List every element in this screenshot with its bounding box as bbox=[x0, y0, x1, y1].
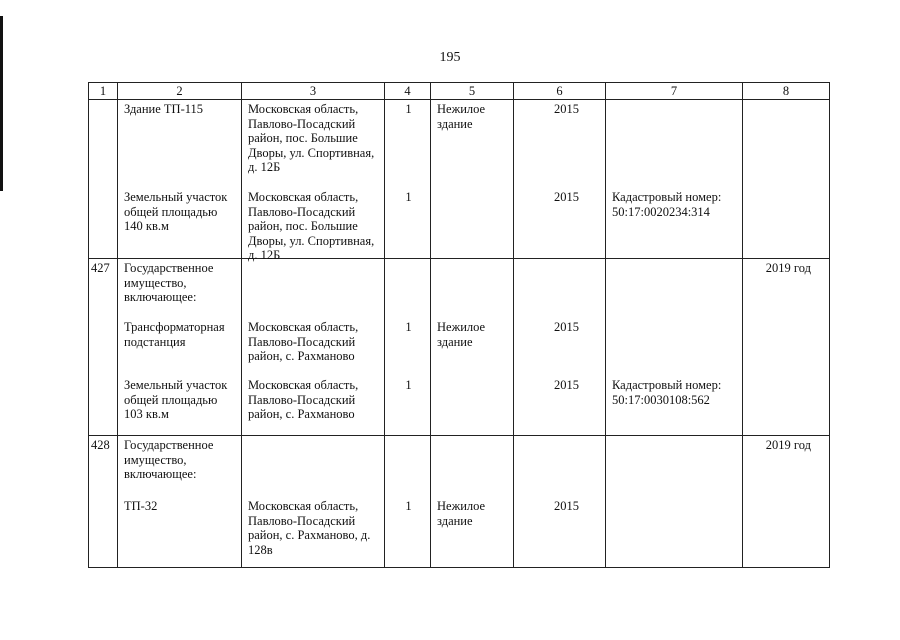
header-row bbox=[89, 83, 830, 100]
type-cell bbox=[431, 436, 514, 568]
col-header-3: 3 bbox=[242, 83, 385, 100]
details-cell bbox=[606, 259, 743, 436]
entry-name: ТП-32 bbox=[124, 499, 158, 513]
entry-type bbox=[431, 188, 513, 258]
page-number: 195 bbox=[439, 50, 461, 65]
entry-year: 2015 bbox=[554, 190, 579, 204]
col-header-2: 2 bbox=[118, 83, 242, 100]
entry-name: Трансформаторная подстанция bbox=[124, 320, 225, 349]
entry-name: Земельный участок общей площадью 103 кв.м bbox=[124, 378, 228, 422]
entry-quantity: 1 bbox=[405, 320, 412, 334]
entry-quantity: 1 bbox=[405, 190, 412, 204]
type-cell bbox=[431, 100, 514, 259]
entry-year bbox=[514, 436, 605, 497]
group-note: 2019 год bbox=[765, 438, 811, 452]
item-number bbox=[89, 100, 117, 102]
item-number: 428 bbox=[91, 438, 110, 452]
year-cell bbox=[514, 259, 606, 436]
name-cell bbox=[118, 259, 242, 436]
item-number-cell bbox=[89, 259, 118, 436]
entry-year: 2015 bbox=[554, 320, 579, 334]
quantity-cell bbox=[385, 259, 431, 436]
entry-details: Кадастровый номер: 50:17:0030108:562 bbox=[612, 378, 722, 407]
note-cell bbox=[743, 436, 830, 568]
entry-type: Нежилое здание bbox=[437, 102, 486, 131]
col-header-6: 6 bbox=[514, 83, 606, 100]
quantity-cell bbox=[385, 100, 431, 259]
entry-name: Государственное имущество, включающее: bbox=[124, 438, 214, 482]
entry-name: Государственное имущество, включающее: bbox=[124, 261, 214, 305]
table-row bbox=[89, 100, 830, 259]
entry-name: Здание ТП-115 bbox=[124, 102, 204, 116]
address-cell bbox=[242, 259, 385, 436]
note-cell bbox=[743, 259, 830, 436]
entry-address bbox=[242, 436, 384, 497]
group-note: 2019 год bbox=[765, 261, 811, 275]
details-cell bbox=[606, 100, 743, 259]
entry-year: 2015 bbox=[554, 499, 579, 513]
details-cell bbox=[606, 436, 743, 568]
entry-address: Московская область, Павлово-Посадский район, с. Рахманово bbox=[248, 320, 359, 364]
col-header-4: 4 bbox=[385, 83, 431, 100]
entry-type bbox=[431, 376, 513, 435]
entry-details bbox=[606, 318, 742, 376]
entry-year: 2015 bbox=[554, 102, 579, 116]
item-number-cell bbox=[89, 100, 118, 259]
entry-details bbox=[606, 100, 742, 188]
name-cell bbox=[118, 100, 242, 259]
name-cell bbox=[118, 436, 242, 568]
entry-year: 2015 bbox=[554, 378, 579, 392]
entry-quantity bbox=[385, 436, 430, 497]
year-cell bbox=[514, 100, 606, 259]
entry-type: Нежилое здание bbox=[437, 320, 486, 349]
entry-details bbox=[606, 436, 742, 497]
entry-address: Московская область, Павлово-Посадский район, с. Рахманово, д. 128в bbox=[248, 499, 371, 557]
table-row bbox=[89, 436, 830, 568]
entry-address bbox=[242, 259, 384, 318]
table-row bbox=[89, 259, 830, 436]
quantity-cell bbox=[385, 436, 431, 568]
col-header-5: 5 bbox=[431, 83, 514, 100]
entry-name: Земельный участок общей площадью 140 кв.м bbox=[124, 190, 228, 234]
col-header-1: 1 bbox=[89, 83, 118, 100]
entry-type bbox=[431, 259, 513, 318]
entry-quantity bbox=[385, 259, 430, 318]
entry-address: Московская область, Павлово-Посадский район, с. Рахманово bbox=[248, 378, 359, 422]
entry-address: Московская область, Павлово-Посадский район, пос. Большие Дворы, ул. Спортивная, д. 12Б bbox=[248, 190, 375, 263]
entry-quantity: 1 bbox=[405, 378, 412, 392]
type-cell bbox=[431, 259, 514, 436]
entry-year bbox=[514, 259, 605, 318]
entry-quantity: 1 bbox=[405, 102, 412, 116]
entry-details: Кадастровый номер: 50:17:0020234:314 bbox=[612, 190, 722, 219]
year-cell bbox=[514, 436, 606, 568]
entry-details bbox=[606, 497, 742, 567]
item-number: 427 bbox=[91, 261, 110, 275]
col-header-7: 7 bbox=[606, 83, 743, 100]
note-cell bbox=[743, 100, 830, 259]
entry-quantity: 1 bbox=[405, 499, 412, 513]
item-number-cell bbox=[89, 436, 118, 568]
property-table bbox=[88, 82, 830, 568]
margin-bar bbox=[0, 16, 3, 191]
entry-address: Московская область, Павлово-Посадский район, пос. Большие Дворы, ул. Спортивная, д. 12Б bbox=[248, 102, 375, 175]
address-cell bbox=[242, 436, 385, 568]
address-cell bbox=[242, 100, 385, 263]
group-note bbox=[743, 100, 829, 102]
col-header-8: 8 bbox=[743, 83, 830, 100]
entry-type: Нежилое здание bbox=[437, 499, 486, 528]
entry-details bbox=[606, 259, 742, 318]
entry-type bbox=[431, 436, 513, 497]
